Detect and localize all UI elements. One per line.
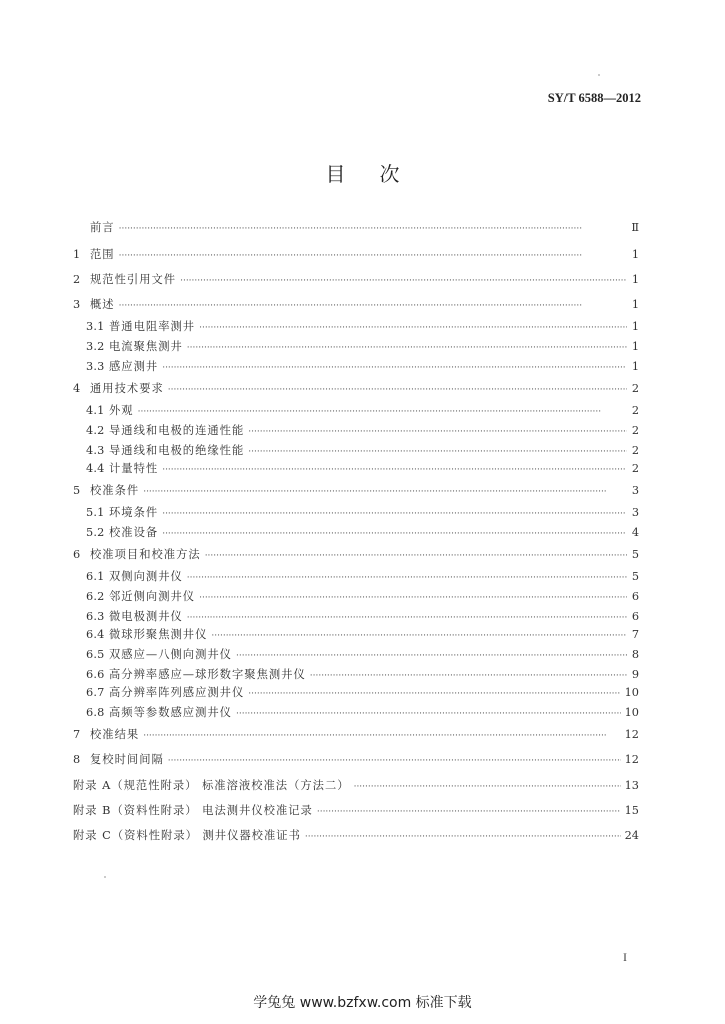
scan-speck bbox=[104, 876, 106, 878]
toc-leader-dots bbox=[236, 704, 621, 724]
toc-leader-dots bbox=[162, 460, 627, 480]
toc-entry-label: 微电极测井仪 bbox=[109, 610, 183, 623]
toc-entry-label: 规范性引用文件 bbox=[90, 273, 177, 286]
toc-entry-label: 校准条件 bbox=[90, 484, 140, 497]
toc-entry-page: 1 bbox=[631, 360, 639, 373]
toc-entry bbox=[86, 587, 639, 607]
toc-entry-page: 3 bbox=[631, 484, 639, 497]
toc-entry-label: 双侧向测井仪 bbox=[109, 570, 183, 583]
toc-entry-label: 高分辨率阵列感应测井仪 bbox=[109, 686, 245, 699]
toc-leader-dots bbox=[211, 626, 627, 646]
toc-entry-page: 2 bbox=[631, 404, 639, 417]
toc-leader-dots bbox=[248, 684, 620, 704]
toc-leader-dots bbox=[143, 726, 620, 746]
toc-entry-page: 15 bbox=[624, 804, 639, 817]
toc-entry bbox=[86, 459, 639, 479]
toc-entry-label: 导通线和电极的连通性能 bbox=[109, 424, 245, 437]
toc-leader-dots bbox=[119, 246, 627, 266]
toc-leader-dots bbox=[236, 646, 627, 666]
toc-leader-dots bbox=[119, 296, 627, 316]
toc-entry bbox=[86, 703, 639, 723]
toc-entry-label: 高分辨率感应—球形数字聚焦测井仪 bbox=[109, 668, 306, 681]
toc-leader-dots bbox=[205, 546, 627, 566]
toc-entry-number: 6.3 bbox=[86, 610, 105, 623]
toc-leader-dots bbox=[317, 802, 621, 822]
toc-entry-number: 4.1 bbox=[86, 404, 105, 417]
toc-entry bbox=[73, 270, 639, 290]
toc-entry bbox=[86, 421, 639, 441]
toc-entry-number: 4.3 bbox=[86, 444, 105, 457]
toc-entry-page: 7 bbox=[631, 628, 639, 641]
toc-leader-dots bbox=[199, 588, 627, 608]
toc-entry-number: 6.8 bbox=[86, 706, 105, 719]
toc-entry-page: 12 bbox=[624, 753, 639, 766]
toc-entry-number: 5 bbox=[73, 484, 82, 497]
toc-entry-number: 2 bbox=[73, 273, 82, 286]
toc-entry-page: 2 bbox=[631, 462, 639, 475]
toc-entry bbox=[86, 607, 639, 627]
toc-leader-dots bbox=[138, 402, 627, 422]
toc-entry bbox=[73, 245, 639, 265]
page-number: I bbox=[623, 950, 627, 964]
toc-entry-label: 环境条件 bbox=[109, 506, 159, 519]
toc-title-char-1: 目 bbox=[325, 162, 346, 186]
toc-title bbox=[0, 158, 725, 187]
toc-entry-page: 12 bbox=[624, 728, 639, 741]
toc-leader-dots bbox=[162, 358, 627, 378]
toc-entry-label: 导通线和电极的绝缘性能 bbox=[109, 444, 245, 457]
toc-entry bbox=[73, 218, 639, 238]
toc-entry bbox=[86, 441, 639, 461]
toc-entry-number: 6 bbox=[73, 548, 82, 561]
toc-entry-label: 校准结果 bbox=[90, 728, 140, 741]
toc-entry-page: 10 bbox=[624, 706, 639, 719]
toc-entry-number: 6.5 bbox=[86, 648, 105, 661]
toc-entry-page: 13 bbox=[624, 779, 639, 792]
toc-entry bbox=[86, 503, 639, 523]
toc-entry bbox=[86, 317, 639, 337]
toc-entry-page: 4 bbox=[631, 526, 639, 539]
toc-leader-dots bbox=[354, 777, 621, 797]
toc-entry-page: 5 bbox=[631, 548, 639, 561]
toc-entry bbox=[73, 481, 639, 501]
toc-leader-dots bbox=[187, 338, 627, 358]
toc-entry bbox=[73, 826, 639, 846]
toc-entry-number: 3 bbox=[73, 298, 82, 311]
toc-entry-label: 微球形聚焦测井仪 bbox=[109, 628, 208, 641]
toc-entry-number: 4.2 bbox=[86, 424, 105, 437]
toc-entry-label: 范围 bbox=[90, 248, 115, 261]
toc-leader-dots bbox=[248, 422, 627, 442]
toc-entry bbox=[86, 523, 639, 543]
toc-entry bbox=[86, 683, 639, 703]
toc-leader-dots bbox=[162, 524, 627, 544]
toc-entry-page: 1 bbox=[631, 320, 639, 333]
toc-entry-number: 5.1 bbox=[86, 506, 105, 519]
toc-entry bbox=[73, 545, 639, 565]
toc-entry-number: 1 bbox=[73, 248, 82, 261]
toc-entry-page: 10 bbox=[624, 686, 639, 699]
toc-entry-page: Ⅱ bbox=[631, 221, 639, 234]
toc-entry-page: 9 bbox=[631, 668, 639, 681]
toc-entry-label: 高频等参数感应测井仪 bbox=[109, 706, 232, 719]
toc-entry-label: 感应测井 bbox=[109, 360, 159, 373]
toc-entry-number: 6.6 bbox=[86, 668, 105, 681]
toc-leader-dots bbox=[168, 380, 627, 400]
toc-entry-label: 前言 bbox=[90, 221, 115, 234]
standard-code: SY/T 6588—2012 bbox=[547, 91, 641, 105]
toc-entry-label: 普通电阻率测井 bbox=[109, 320, 196, 333]
toc-leader-dots bbox=[199, 318, 627, 338]
toc-entry-label: 附录 A（规范性附录） 标准溶液校准法（方法二） bbox=[73, 779, 350, 792]
toc-entry-number: 4 bbox=[73, 382, 82, 395]
toc-entry-number: 3.3 bbox=[86, 360, 105, 373]
toc-entry-label: 复校时间间隔 bbox=[90, 753, 164, 766]
toc-leader-dots bbox=[305, 827, 621, 847]
toc-entry bbox=[86, 337, 639, 357]
toc-entry-number: 7 bbox=[73, 728, 82, 741]
toc-entry bbox=[73, 801, 639, 821]
toc-entry-page: 1 bbox=[631, 248, 639, 261]
toc-entry-page: 24 bbox=[624, 829, 639, 842]
toc-leader-dots bbox=[180, 271, 627, 291]
toc-entry-number: 6.2 bbox=[86, 590, 105, 603]
toc-entry-page: 2 bbox=[631, 382, 639, 395]
toc-entry-page: 5 bbox=[631, 570, 639, 583]
toc-entry bbox=[73, 725, 639, 745]
toc-entry-page: 8 bbox=[631, 648, 639, 661]
toc-entry-number: 6.4 bbox=[86, 628, 105, 641]
toc-entry bbox=[86, 625, 639, 645]
toc-entry-number: 5.2 bbox=[86, 526, 105, 539]
toc-entry-number: 8 bbox=[73, 753, 82, 766]
scan-speck bbox=[598, 74, 600, 76]
toc-entry-label: 校准项目和校准方法 bbox=[90, 548, 201, 561]
toc-entry bbox=[86, 645, 639, 665]
toc-entry bbox=[73, 750, 639, 770]
toc-entry-page: 1 bbox=[631, 298, 639, 311]
toc-entry-page: 3 bbox=[631, 506, 639, 519]
toc-entry-page: 6 bbox=[631, 610, 639, 623]
watermark-text: 学兔兔 www.bzfxw.com 标准下载 bbox=[253, 995, 472, 1011]
toc-entry bbox=[86, 665, 639, 685]
toc-entry bbox=[73, 379, 639, 399]
toc-entry-label: 通用技术要求 bbox=[90, 382, 164, 395]
toc-leader-dots bbox=[168, 751, 621, 771]
toc-entry bbox=[86, 401, 639, 421]
toc-entry-number: 3.2 bbox=[86, 340, 105, 353]
toc-leader-dots bbox=[143, 482, 627, 502]
toc-entry bbox=[73, 295, 639, 315]
toc-entry-label: 概述 bbox=[90, 298, 115, 311]
toc-entry-number: 6.1 bbox=[86, 570, 105, 583]
toc-leader-dots bbox=[162, 504, 627, 524]
toc-entry-page: 6 bbox=[631, 590, 639, 603]
toc-entry-page: 2 bbox=[631, 444, 639, 457]
toc-entry bbox=[86, 357, 639, 377]
toc-entry-label: 外观 bbox=[109, 404, 134, 417]
toc-entry-number: 4.4 bbox=[86, 462, 105, 475]
toc-entry-label: 附录 B（资料性附录） 电法测井仪校准记录 bbox=[73, 804, 313, 817]
toc-entry-page: 2 bbox=[631, 424, 639, 437]
toc-entry-label: 电流聚焦测井 bbox=[109, 340, 183, 353]
toc-entry bbox=[86, 567, 639, 587]
toc-entry-label: 计量特性 bbox=[109, 462, 159, 475]
toc-entry-number: 6.7 bbox=[86, 686, 105, 699]
toc-leader-dots bbox=[187, 568, 627, 588]
toc-entry-label: 邻近侧向测井仪 bbox=[109, 590, 196, 603]
toc-entry-number: 3.1 bbox=[86, 320, 105, 333]
toc-entry-label: 附录 C（资料性附录） 测井仪器校准证书 bbox=[73, 829, 301, 842]
toc-entry-page: 1 bbox=[631, 340, 639, 353]
toc-entry-label: 双感应—八侧向测井仪 bbox=[109, 648, 232, 661]
toc-entry bbox=[73, 776, 639, 796]
toc-entry-label: 校准设备 bbox=[109, 526, 159, 539]
toc-title-char-2: 次 bbox=[379, 162, 400, 186]
toc-leader-dots bbox=[119, 219, 627, 239]
toc-entry-page: 1 bbox=[631, 273, 639, 286]
